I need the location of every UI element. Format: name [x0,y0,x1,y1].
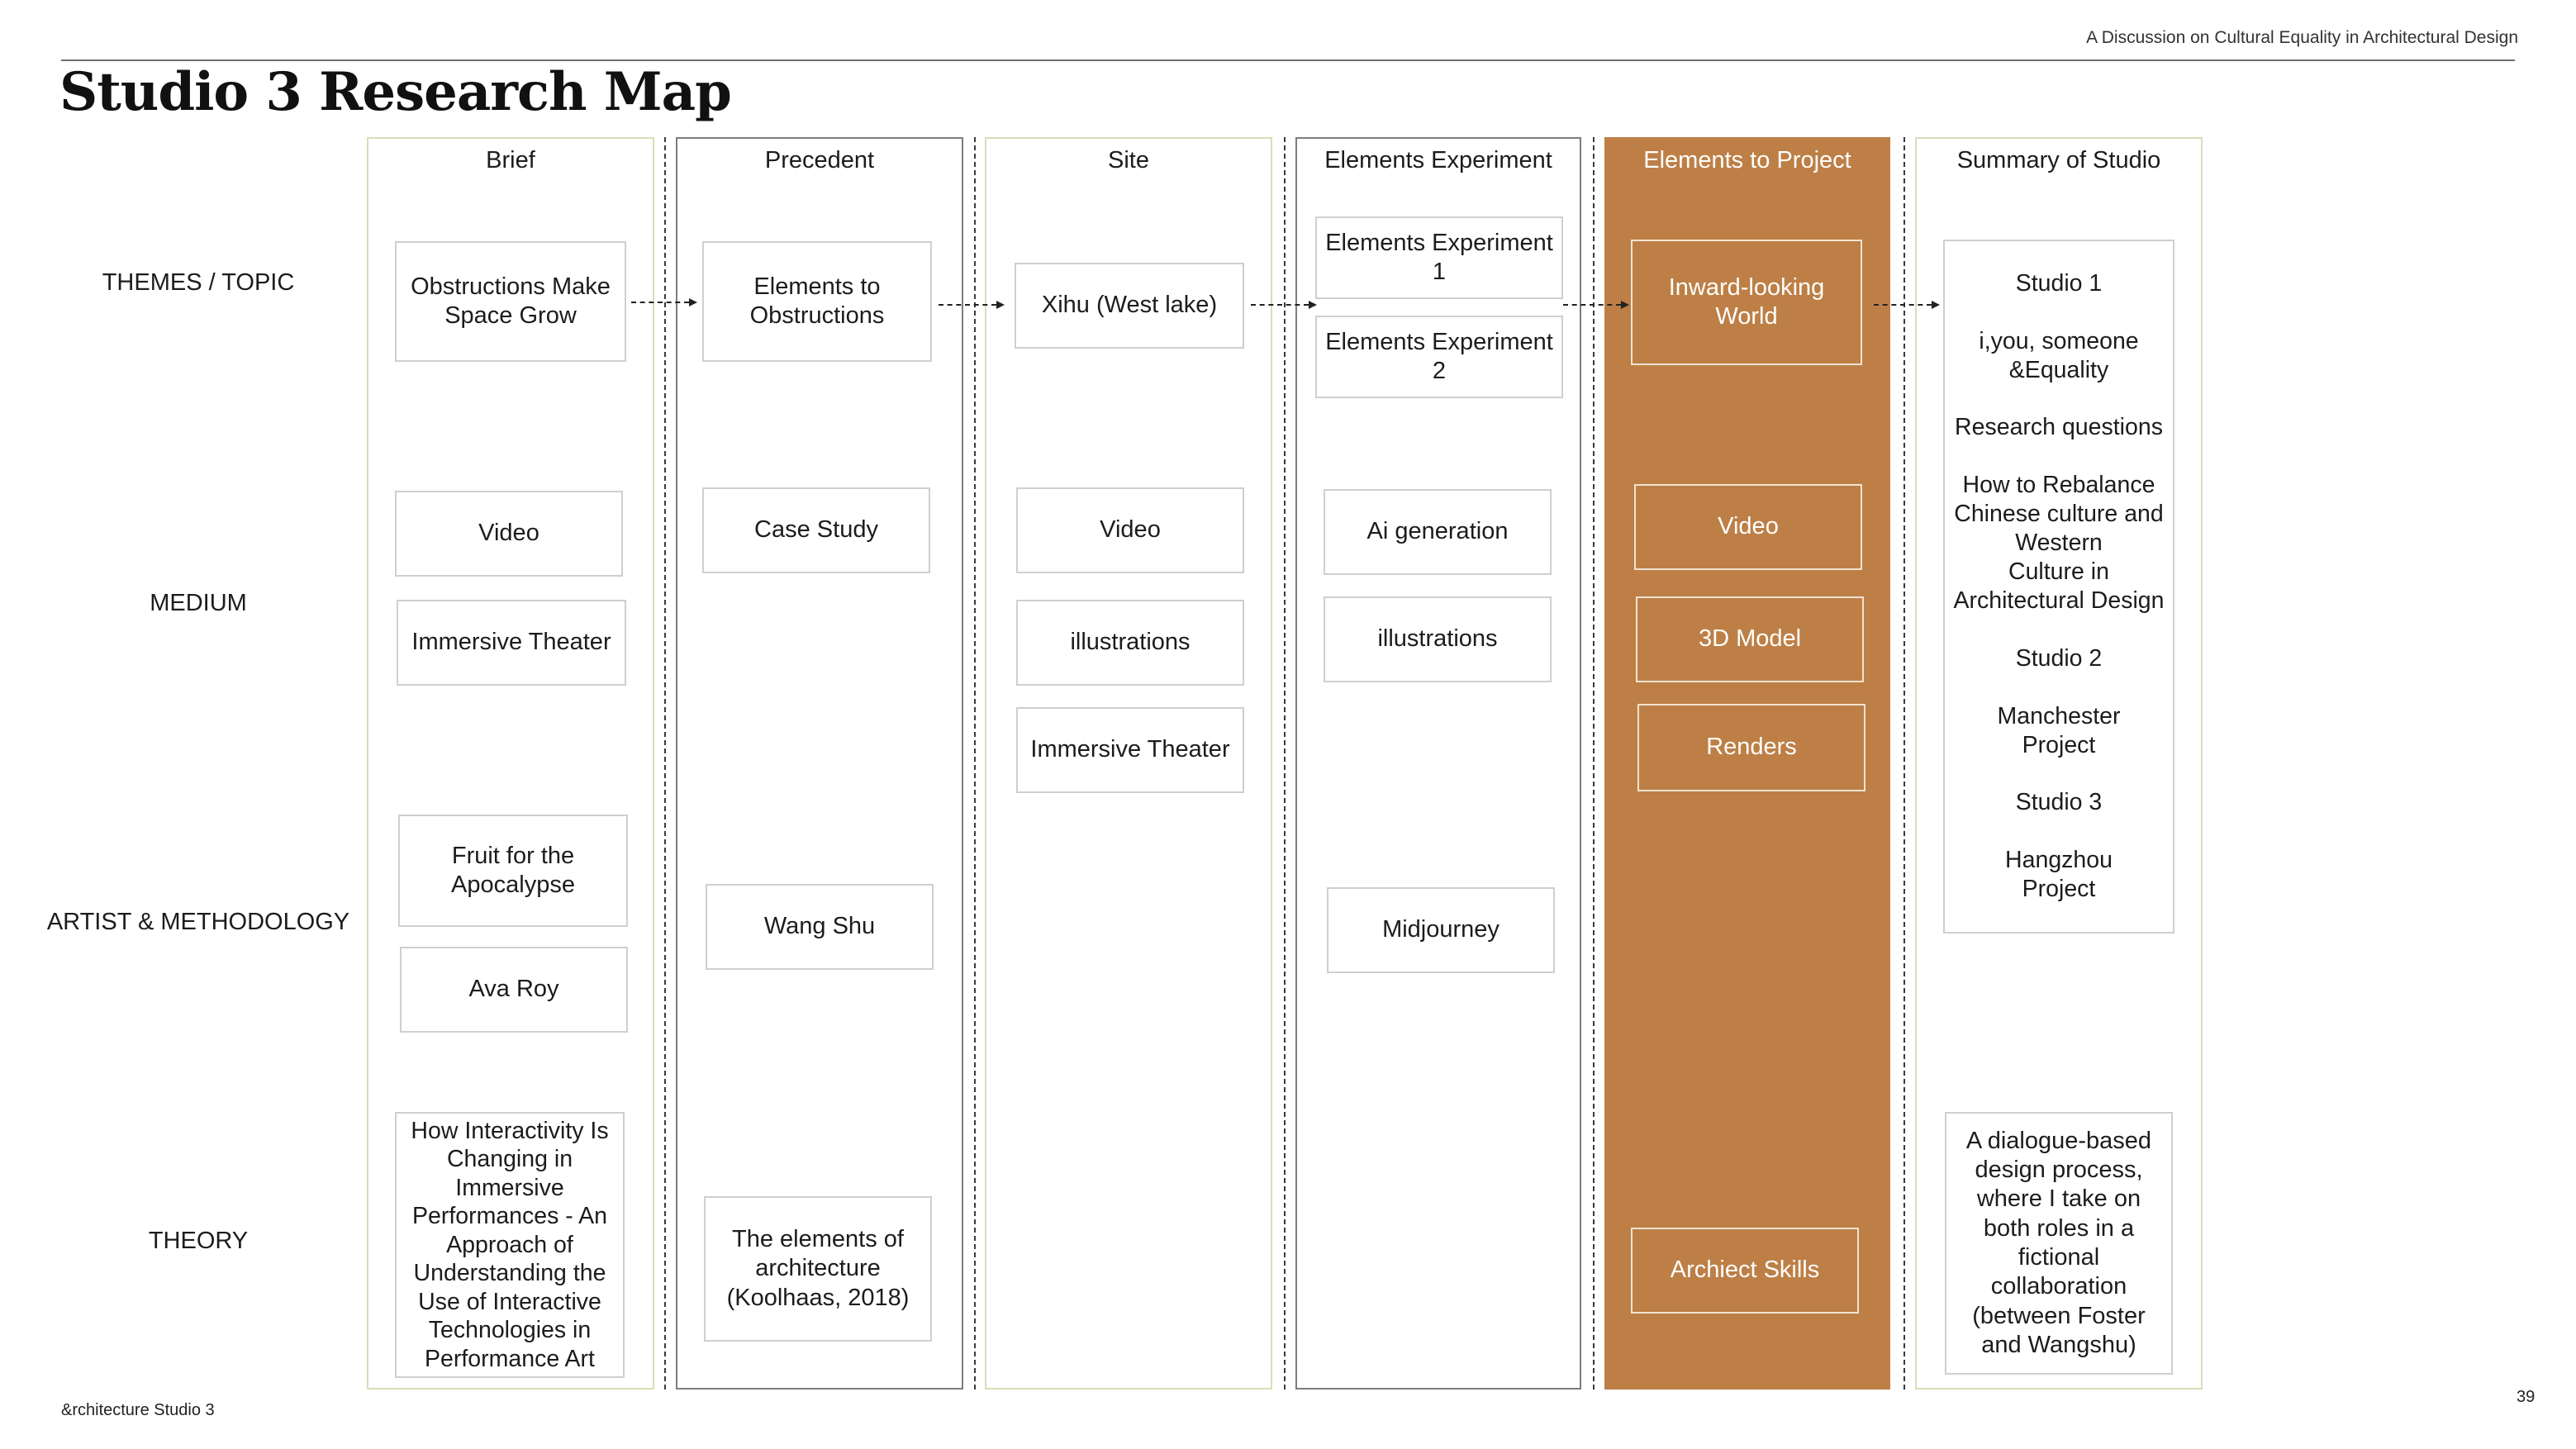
summary-line: Project [2022,876,2096,902]
flow-arrow [939,301,1005,309]
column-separator [1903,137,1905,1390]
summary-line: Studio 1 [2015,270,2103,297]
experiment-theme-box-2 [1315,316,1563,398]
summary-line: Research questions [1955,414,2163,440]
arrow-head-icon [1932,301,1940,309]
column-separator [1593,137,1595,1390]
project-theory-box [1631,1228,1859,1314]
site-medium-box-1 [1016,487,1244,573]
site-theme-text: Xihu (West lake) [1041,292,1218,319]
footer-label: &rchitecture Studio 3 [61,1401,215,1419]
summary-line: Hangzhou [2005,847,2113,873]
summary-theory-text: A dialogue-based design process, where I take on both roles in a fictional collaboration (between Foster and Wangshu) [1965,1127,2152,1359]
experiment-artist-box-1 [1327,887,1555,973]
site-medium-text-1: Video [1100,516,1161,544]
row-label-themes: THEMES / TOPIC [102,269,295,296]
experiment-medium-box-1 [1324,489,1552,575]
project-theme-text: Inward-looking World [1668,273,1825,330]
column-header-summary: Summary of Studio [1956,147,2161,173]
project-medium-text-1: Video [1718,513,1779,540]
site-theme-box [1015,263,1244,349]
summary-line: Manchester [1997,703,2121,729]
precedent-theme-box [702,241,932,362]
summary-line: &Equality [2008,357,2109,383]
summary-line: How to Rebalance [1962,472,2155,498]
project-medium-box-2 [1636,596,1864,682]
row-label-theory: THEORY [148,1228,249,1254]
flow-arrow [1874,301,1940,309]
column-header-elements-to-project: Elements to Project [1643,147,1851,173]
project-medium-box-1 [1634,484,1862,570]
summary-line: i,you, someone [1979,328,2139,354]
precedent-theory-text: The elements of architecture (Koolhaas, 2018) [726,1225,910,1311]
brief-theory-text: How Interactivity Is Changing in Immersive Performances - An Approach of Understanding the Use of Interactive Technologies in Performance Art [411,1117,609,1372]
experiment-theme-box-1 [1315,216,1563,299]
arrow-head-icon [1621,301,1629,309]
summary-theory-box [1945,1112,2173,1375]
column-separator [1284,137,1286,1390]
experiment-medium-text-2: illustrations [1377,625,1498,653]
precedent-artist-box-1 [706,884,934,970]
experiment-theme-text-2: Elements Experiment 2 [1325,328,1553,384]
project-theory-text: Archiect Skills [1670,1257,1820,1284]
brief-artist-text-2: Ava Roy [468,976,559,1003]
precedent-theme-text: Elements to Obstructions [749,273,885,329]
summary-box [1943,240,2174,934]
brief-medium-text-2: Immersive Theater [411,629,611,656]
document-subtitle: A Discussion on Cultural Equality in Architectural Design [2086,28,2518,47]
project-medium-text-2: 3D Model [1698,625,1802,653]
flow-arrow [1251,301,1317,309]
site-medium-box-3 [1016,707,1244,793]
brief-artist-box-1 [398,815,628,927]
summary-line: Culture in [2008,558,2109,585]
row-label-medium: MEDIUM [150,590,247,616]
experiment-theme-text-1: Elements Experiment 1 [1325,229,1553,285]
precedent-medium-box-1 [702,487,930,573]
column-header-precedent: Precedent [764,147,875,173]
brief-medium-box-1 [395,491,623,577]
brief-theme-text: Obstructions Make Space Grow [411,273,611,329]
arrow-head-icon [996,301,1005,309]
precedent-theory-box [704,1196,932,1342]
column-header-brief: Brief [486,147,535,173]
site-medium-box-2 [1016,600,1244,686]
project-medium-text-3: Renders [1706,734,1797,761]
page-title: Studio 3 Research Map [59,61,731,123]
column-header-elements-experiment: Elements Experiment [1324,147,1552,173]
arrow-head-icon [1309,301,1317,309]
summary-line: Architectural Design [1953,587,2165,614]
project-theme-box [1631,240,1862,365]
site-medium-text-3: Immersive Theater [1030,736,1230,763]
brief-theory-box [395,1112,625,1378]
arrow-head-icon [689,298,697,306]
summary-line: Western [2015,530,2103,556]
page-number: 39 [2517,1388,2536,1406]
experiment-medium-text-1: Ai generation [1366,518,1509,545]
brief-theme-box [395,241,626,362]
flow-arrow [631,298,697,306]
row-label-artist: ARTIST & METHODOLOGY [46,909,350,935]
precedent-artist-text-1: Wang Shu [763,913,876,940]
brief-medium-text-1: Video [478,520,539,547]
summary-line: Chinese culture and [1954,501,2164,527]
brief-artist-box-2 [400,947,628,1033]
summary-line: Studio 3 [2015,789,2103,815]
column-separator [974,137,976,1390]
column-header-site: Site [1108,147,1149,173]
flow-arrow [1563,301,1629,309]
project-medium-box-3 [1637,704,1865,791]
experiment-medium-box-2 [1324,596,1552,682]
site-medium-text-2: illustrations [1070,629,1191,656]
precedent-medium-text-1: Case Study [754,516,878,544]
summary-line: Studio 2 [2015,645,2103,672]
brief-medium-box-2 [397,600,626,686]
experiment-artist-text-1: Midjourney [1382,916,1499,943]
brief-artist-text-1: Fruit for the Apocalypse [451,842,575,898]
column-separator [664,137,666,1390]
summary-line: Project [2022,732,2096,758]
